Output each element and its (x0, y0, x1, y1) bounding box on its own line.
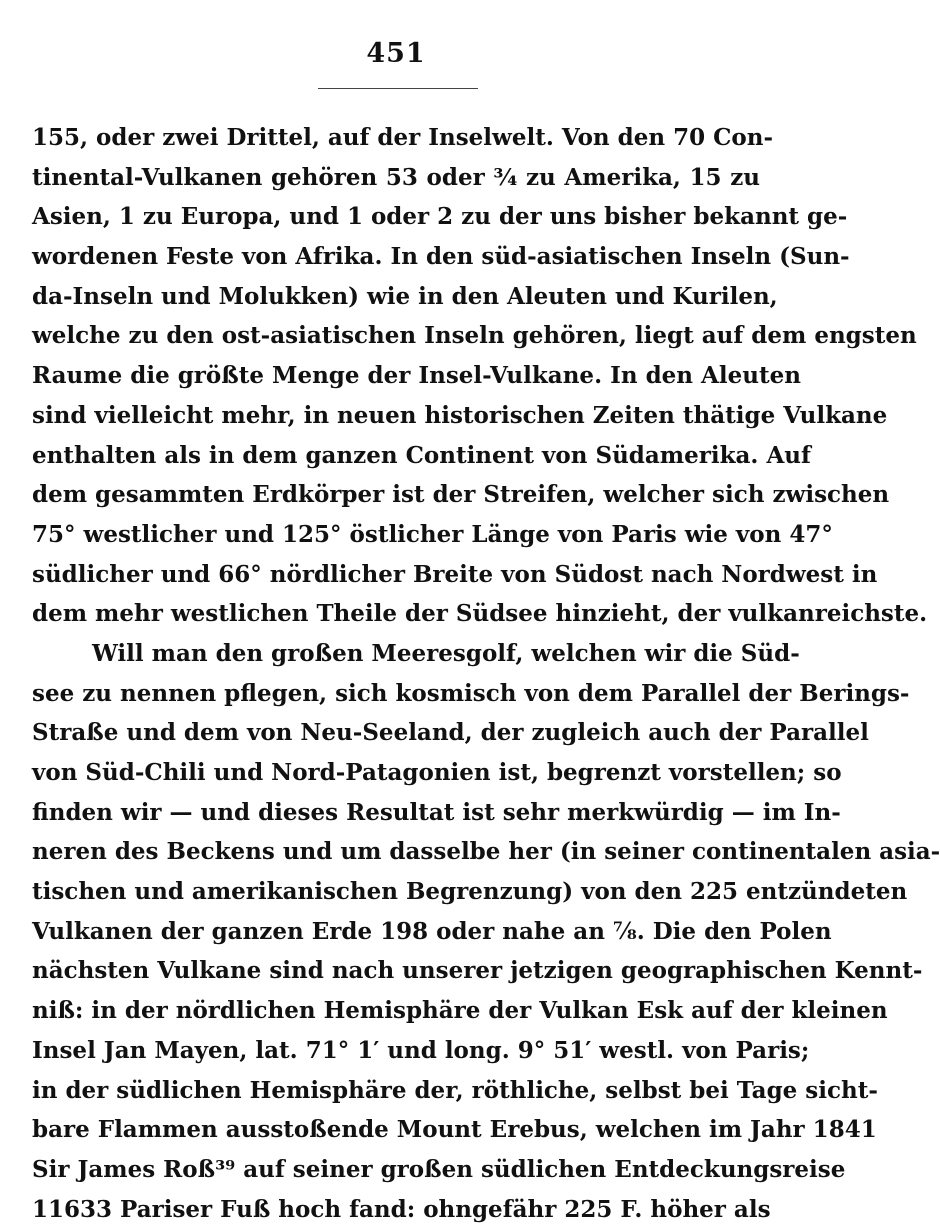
text-line: 75° westlicher und 125° östlicher Länge von Paris wie von 47° (32, 520, 833, 548)
text-line: sind vielleicht mehr, in neuen historischen Zeiten thätige Vulkane (32, 401, 888, 429)
text-line: enthalten als in dem ganzen Continent von Südamerika. Auf (32, 441, 811, 469)
text-line: Straße und dem von Neu-Seeland, der zugleich auch der Parallel (32, 719, 869, 747)
text-line: in der südlichen Hemisphäre der, röthliche, selbst bei Tage sicht- (32, 1076, 878, 1104)
text-line: Raume die größte Menge der Insel-Vulkane. In den Aleuten (32, 362, 801, 390)
text-line: da-Inseln und Molukken) wie in den Aleuten und Kurilen, (32, 282, 778, 310)
text-line: see zu nennen pflegen, sich kosmisch von dem Parallel der Berings- (32, 679, 910, 707)
text-line: dem gesammten Erdkörper ist der Streifen, welcher sich zwischen (32, 481, 890, 509)
text-line: tinental-Vulkanen gehören 53 oder ¾ zu Amerika, 15 zu (32, 163, 760, 191)
text-line: wordenen Feste von Afrika. In den süd-asiatischen Inseln (Sun- (32, 243, 850, 271)
text-line: Sir James Roß³⁹ auf seiner großen südlichen Entdeckungsreise (32, 1155, 846, 1183)
text-line: neren des Beckens und um dasselbe her (in seiner continentalen asia- (32, 838, 940, 866)
text-line: tischen und amerikanischen Begrenzung) von den 225 entzündeten (32, 878, 908, 906)
text-line: bare Flammen ausstoßende Mount Erebus, welchen im Jahr 1841 (32, 1116, 877, 1144)
page-number: 451 (366, 38, 426, 69)
text-line: dem mehr westlichen Theile der Südsee hinzieht, der vulkanreichste. (32, 600, 928, 628)
text-line: Insel Jan Mayen, lat. 71° 1′ und long. 9° 51′ westl. von Paris; (32, 1036, 810, 1064)
text-line: finden wir — und dieses Resultat ist sehr merkwürdig — im In- (32, 798, 841, 826)
text-line: Vulkanen der ganzen Erde 198 oder nahe an ⅞. Die den Polen (32, 917, 832, 945)
text-line: niß: in der nördlichen Hemisphäre der Vulkan Esk auf der kleinen (32, 997, 888, 1025)
text-line: 11633 Pariser Fuß hoch fand: ohngefähr 225 F. höher als (32, 1195, 771, 1223)
text-line: südlicher und 66° nördlicher Breite von Südost nach Nordwest in (32, 560, 878, 588)
text-body (32, 118, 940, 1229)
text-line: Will man den großen Meeresgolf, welchen wir die Süd- (92, 639, 800, 667)
text-line: welche zu den ost-asiatischen Inseln gehören, liegt auf dem engsten (32, 322, 917, 350)
text-line: 155, oder zwei Drittel, auf der Inselwelt. Von den 70 Con- (32, 124, 774, 151)
header-rule (318, 88, 478, 89)
text-line: nächsten Vulkane sind nach unserer jetzigen geographischen Kennt- (32, 957, 923, 985)
text-line: von Süd-Chili und Nord-Patagonien ist, begrenzt vorstellen; so (32, 759, 842, 786)
text-line: Asien, 1 zu Europa, und 1 oder 2 zu der uns bisher bekannt ge- (32, 203, 848, 231)
